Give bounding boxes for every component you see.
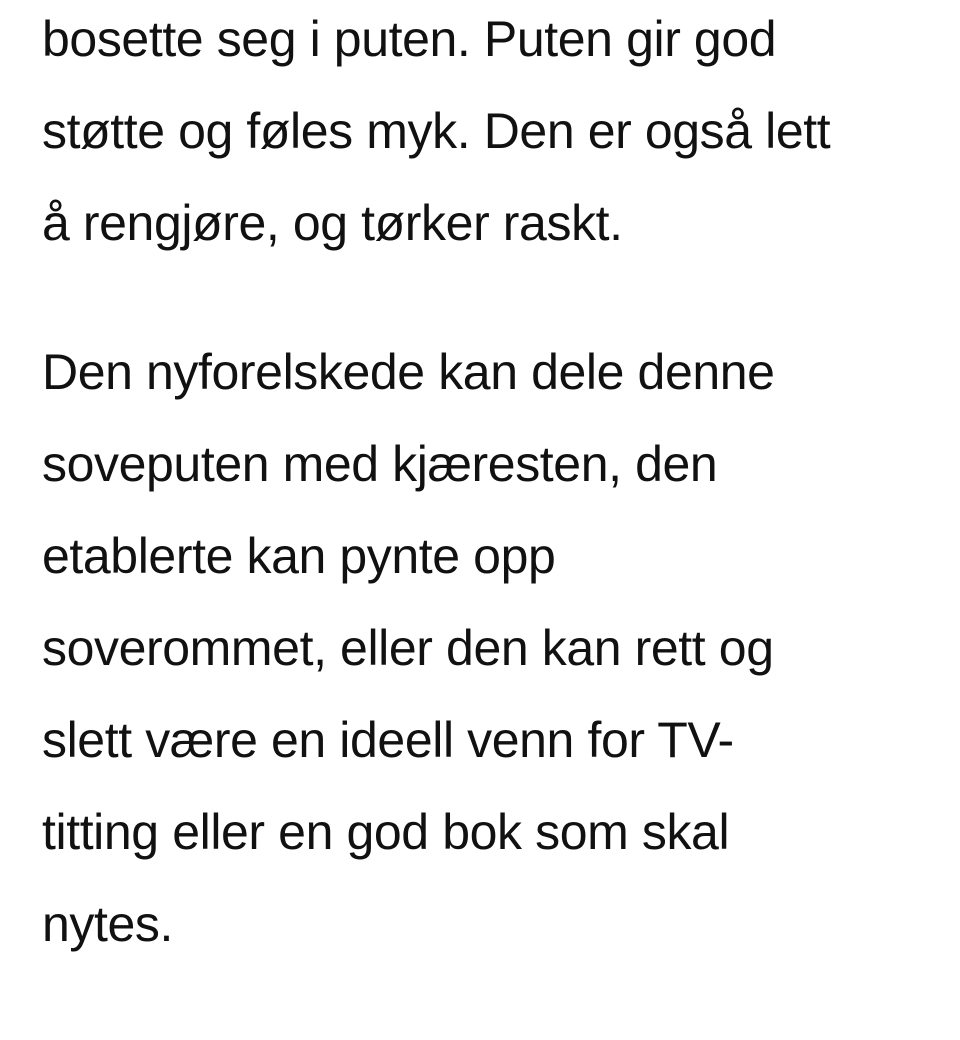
article-paragraph-2 [42, 326, 775, 970]
text-line: bosette seg i puten. Puten gir god [42, 11, 777, 67]
article-paragraph-1 [42, 0, 830, 269]
text-line: titting eller en god bok som skal [42, 804, 730, 860]
text-line: Den nyforelskede kan dele denne [42, 344, 775, 400]
text-line: soverommet, eller den kan rett og [42, 620, 774, 676]
text-line: å rengjøre, og tørker raskt. [42, 195, 623, 251]
text-line: støtte og føles myk. Den er også lett [42, 103, 831, 159]
text-line: etablerte kan pynte opp [42, 528, 556, 584]
text-line: slett være en ideell venn for TV- [42, 712, 734, 768]
text-line: nytes. [42, 896, 173, 952]
text-line: soveputen med kjæresten, den [42, 436, 718, 492]
